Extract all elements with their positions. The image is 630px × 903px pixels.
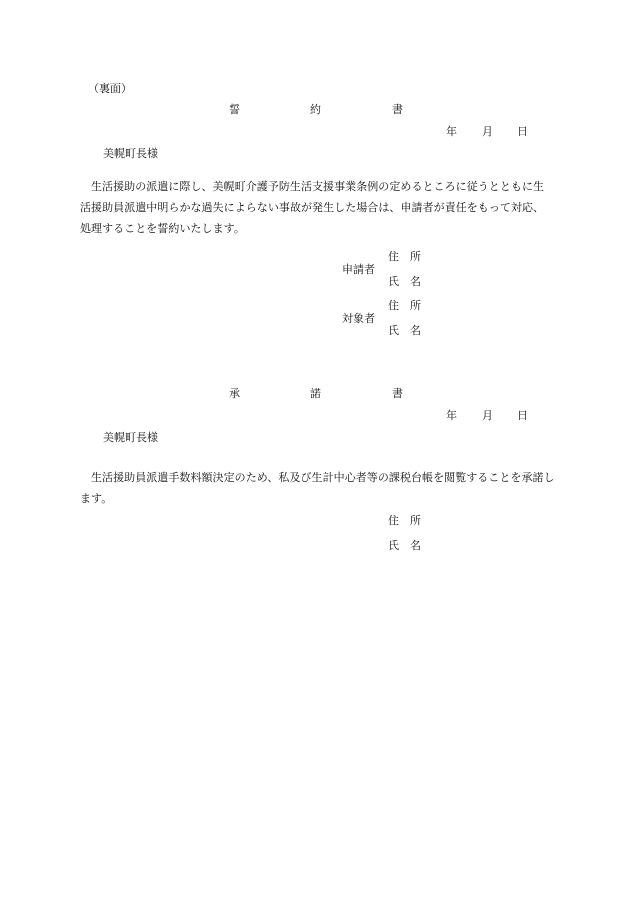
- date-year-label: 年: [446, 125, 457, 138]
- consent-title-char: 書: [392, 387, 403, 400]
- pledge-title-char: 約: [310, 103, 321, 116]
- date-month-label: 月: [482, 409, 493, 422]
- consent-address-label: 住 所: [388, 514, 421, 527]
- pledge-title-char: 書: [392, 103, 403, 116]
- applicant-label: 申請者: [342, 263, 375, 276]
- consent-addressee: 美幌町長様: [103, 431, 158, 444]
- subject-label: 対象者: [342, 312, 375, 325]
- date-day-label: 日: [517, 409, 528, 422]
- date-month-label: 月: [482, 125, 493, 138]
- page-side-label: （裏面）: [88, 82, 132, 95]
- pledge-body: 生活援助の派遣に際し、美幌町介護予防生活支援事業条例の定めるところに従うとともに生活援助員派遣中明らかな過失によらない事故が発生した場合は、申請者が責任をもって対応、処理することを誓約いたします。: [80, 180, 545, 235]
- subject-address-label: 住 所: [388, 299, 421, 312]
- subject-name-label: 氏 名: [388, 324, 421, 337]
- date-day-label: 日: [517, 125, 528, 138]
- consent-body: 生活援助員派遣手数料額決定のため、私及び生計中心者等の課税台帳を閲覧することを承諾します。: [80, 471, 555, 505]
- consent-title-char: 承: [229, 387, 240, 400]
- pledge-addressee: 美幌町長様: [103, 147, 158, 160]
- pledge-title-char: 誓: [229, 103, 240, 116]
- applicant-address-label: 住 所: [388, 250, 421, 263]
- consent-title-char: 諾: [310, 387, 321, 400]
- applicant-name-label: 氏 名: [388, 275, 421, 288]
- consent-name-label: 氏 名: [388, 539, 421, 552]
- date-year-label: 年: [446, 409, 457, 422]
